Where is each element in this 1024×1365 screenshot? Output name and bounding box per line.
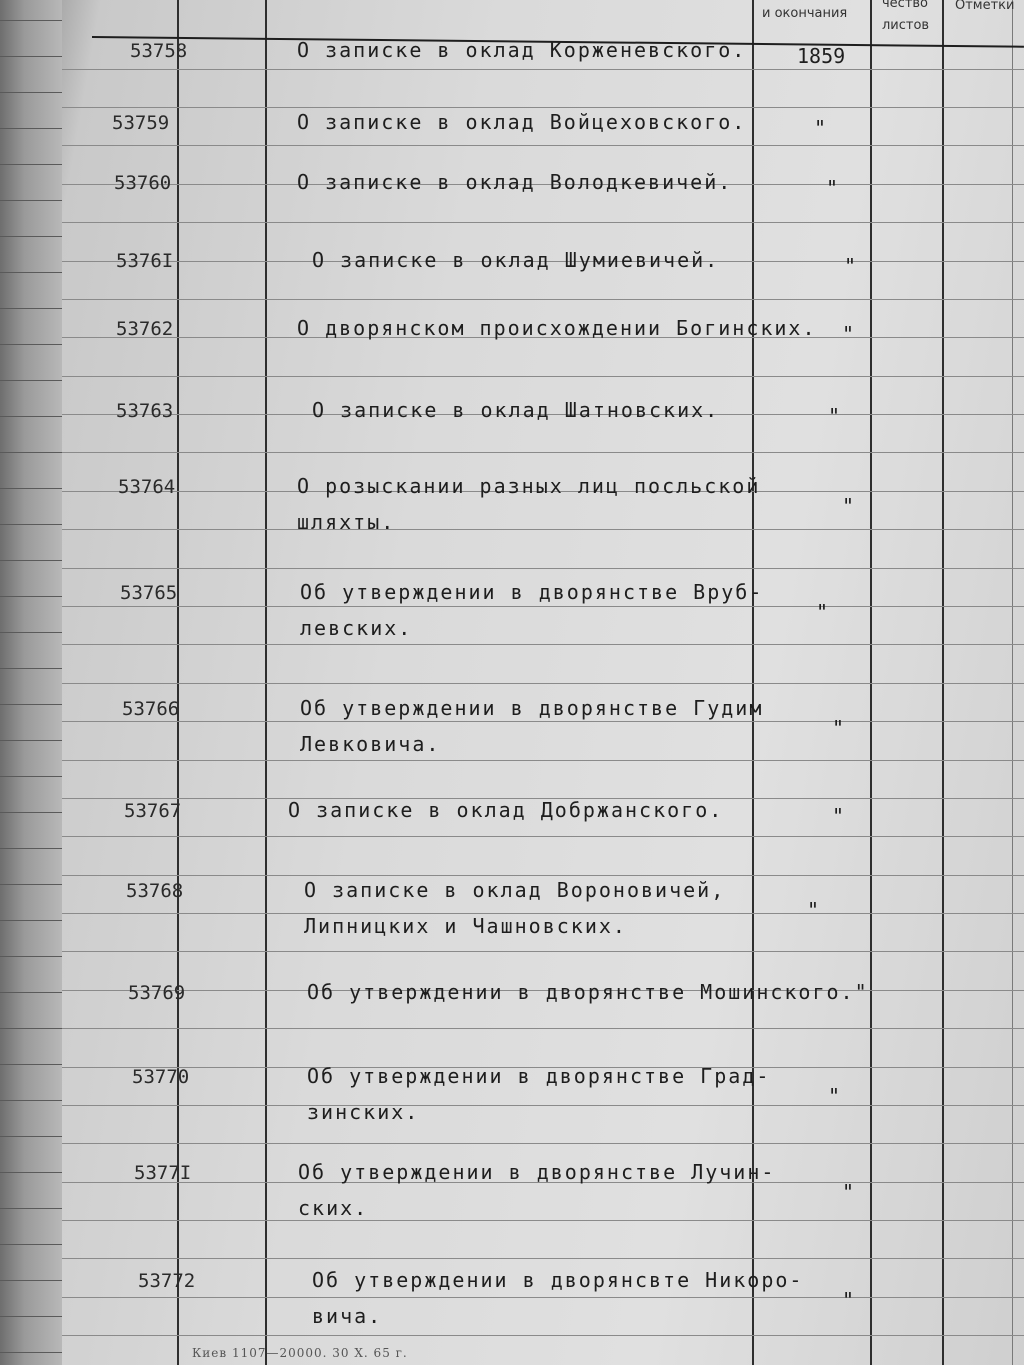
entry-title: Об утверждении в дворянстве Мошинского." <box>307 980 869 1004</box>
binding-rule <box>0 884 62 885</box>
binding-rule <box>0 848 62 849</box>
ruled-line <box>62 376 1024 377</box>
entry-number: 53760 <box>114 172 172 194</box>
binding-rule <box>0 1028 62 1029</box>
binding-rule <box>0 632 62 633</box>
entry-number: 53758 <box>130 40 188 62</box>
entry-date: " <box>828 1084 841 1108</box>
entry-date: " <box>826 176 839 200</box>
entry-date: 1859 <box>797 44 846 68</box>
binding-rule <box>0 344 62 345</box>
entry-date: " <box>832 716 845 740</box>
binding-rule <box>0 596 62 597</box>
header-sheets-line2: листов <box>882 18 930 33</box>
ruled-line <box>62 452 1024 453</box>
entry-number: 53764 <box>118 476 176 498</box>
binding-rule <box>0 452 62 453</box>
binding-rule <box>0 200 62 201</box>
entry-date: " <box>832 804 845 828</box>
binding-rule <box>0 956 62 957</box>
binding-rule <box>0 164 62 165</box>
binding-rule <box>0 920 62 921</box>
ruled-line <box>62 836 1024 837</box>
entry-number: 53766 <box>122 698 180 720</box>
binding-rule <box>0 308 62 309</box>
entry-date: " <box>828 404 841 428</box>
entry-title: О записке в оклад Шумиевичей. <box>312 248 720 272</box>
binding-rule <box>0 560 62 561</box>
binding-rule <box>0 1352 62 1353</box>
ruled-line <box>62 568 1024 569</box>
header-notes: Отметки <box>955 0 1015 13</box>
ruled-line <box>62 299 1024 300</box>
ruled-line <box>62 1258 1024 1259</box>
binding-rule <box>0 488 62 489</box>
entry-title: О записке в оклад Корженевского. <box>297 38 747 62</box>
entry-number: 5377I <box>134 1162 192 1184</box>
ruled-line <box>62 1335 1024 1336</box>
header-dates: и окончания <box>762 6 848 21</box>
binding-rule <box>0 668 62 669</box>
entry-number: 53768 <box>126 880 184 902</box>
ruled-line <box>62 1028 1024 1029</box>
entry-date: " <box>842 494 855 518</box>
entry-date: " <box>816 600 829 624</box>
entry-number: 53769 <box>128 982 186 1004</box>
binding-rule <box>0 1100 62 1101</box>
inventory-sheet <box>62 0 1024 1365</box>
entry-title: О розыскании разных лиц посльской шляхты. <box>297 474 761 534</box>
binding-rule <box>0 92 62 93</box>
binding-rule <box>0 56 62 57</box>
binding-rule <box>0 236 62 237</box>
ruled-line <box>62 222 1024 223</box>
binding-rule <box>0 20 62 21</box>
entry-title: О записке в оклад Войцеховского. <box>297 110 747 134</box>
entry-number: 53763 <box>116 400 174 422</box>
binding-rule <box>0 776 62 777</box>
entry-title: О записке в оклад Володкевичей. <box>297 170 733 194</box>
binding-rule <box>0 740 62 741</box>
entry-date: " <box>842 1288 855 1312</box>
binding-rule <box>0 992 62 993</box>
binding-rule <box>0 704 62 705</box>
ruled-line <box>62 145 1024 146</box>
entry-date: " <box>842 1180 855 1204</box>
entry-title: Об утверждении в дворянстве Гудим Левковича. <box>300 696 764 756</box>
binding-rule <box>0 1208 62 1209</box>
binding-rule <box>0 1280 62 1281</box>
binding-rule <box>0 272 62 273</box>
entry-title: О записке в оклад Добржанского. <box>288 798 724 822</box>
entry-title: Об утверждении в дворянстве Вруб- левских. <box>300 580 764 640</box>
binding-rule <box>0 1316 62 1317</box>
entry-title: О дворянском происхождении Богинских. <box>297 316 817 340</box>
entry-title: Об утверждении в дворянсвте Никоро- вича. <box>312 1268 804 1328</box>
entry-date: " <box>814 116 827 140</box>
entry-title: О записке в оклад Шатновских. <box>312 398 720 422</box>
entry-number: 5376I <box>116 250 174 272</box>
book-binding-edge <box>0 0 62 1365</box>
binding-rule <box>0 128 62 129</box>
entry-number: 53762 <box>116 318 174 340</box>
binding-rule <box>0 524 62 525</box>
binding-rule <box>0 380 62 381</box>
entry-number: 53770 <box>132 1066 190 1088</box>
binding-rule <box>0 1064 62 1065</box>
binding-rule <box>0 1172 62 1173</box>
entry-title: Об утверждении в дворянстве Град- зинских. <box>307 1064 771 1124</box>
binding-rule <box>0 1244 62 1245</box>
entry-date: " <box>842 322 855 346</box>
ruled-line <box>62 1143 1024 1144</box>
entry-date: " <box>807 898 820 922</box>
entry-title: Об утверждении в дворянстве Лучин- ских. <box>298 1160 776 1220</box>
entry-title: О записке в оклад Вороновичей, Липницких и Чашновских. <box>304 878 726 938</box>
entry-number: 53772 <box>138 1270 196 1292</box>
entry-number: 53767 <box>124 800 182 822</box>
header-sheets-line1: чество <box>882 0 929 11</box>
ruled-line <box>62 683 1024 684</box>
ruled-line <box>62 69 1024 70</box>
entry-date: " <box>844 254 857 278</box>
print-footer: Киев 1107—20000. 30 X. 65 г. <box>192 1346 408 1360</box>
entry-number: 53765 <box>120 582 178 604</box>
binding-rule <box>0 812 62 813</box>
entry-number: 53759 <box>112 112 170 134</box>
binding-rule <box>0 416 62 417</box>
binding-rule <box>0 1136 62 1137</box>
ruled-line <box>62 951 1024 952</box>
